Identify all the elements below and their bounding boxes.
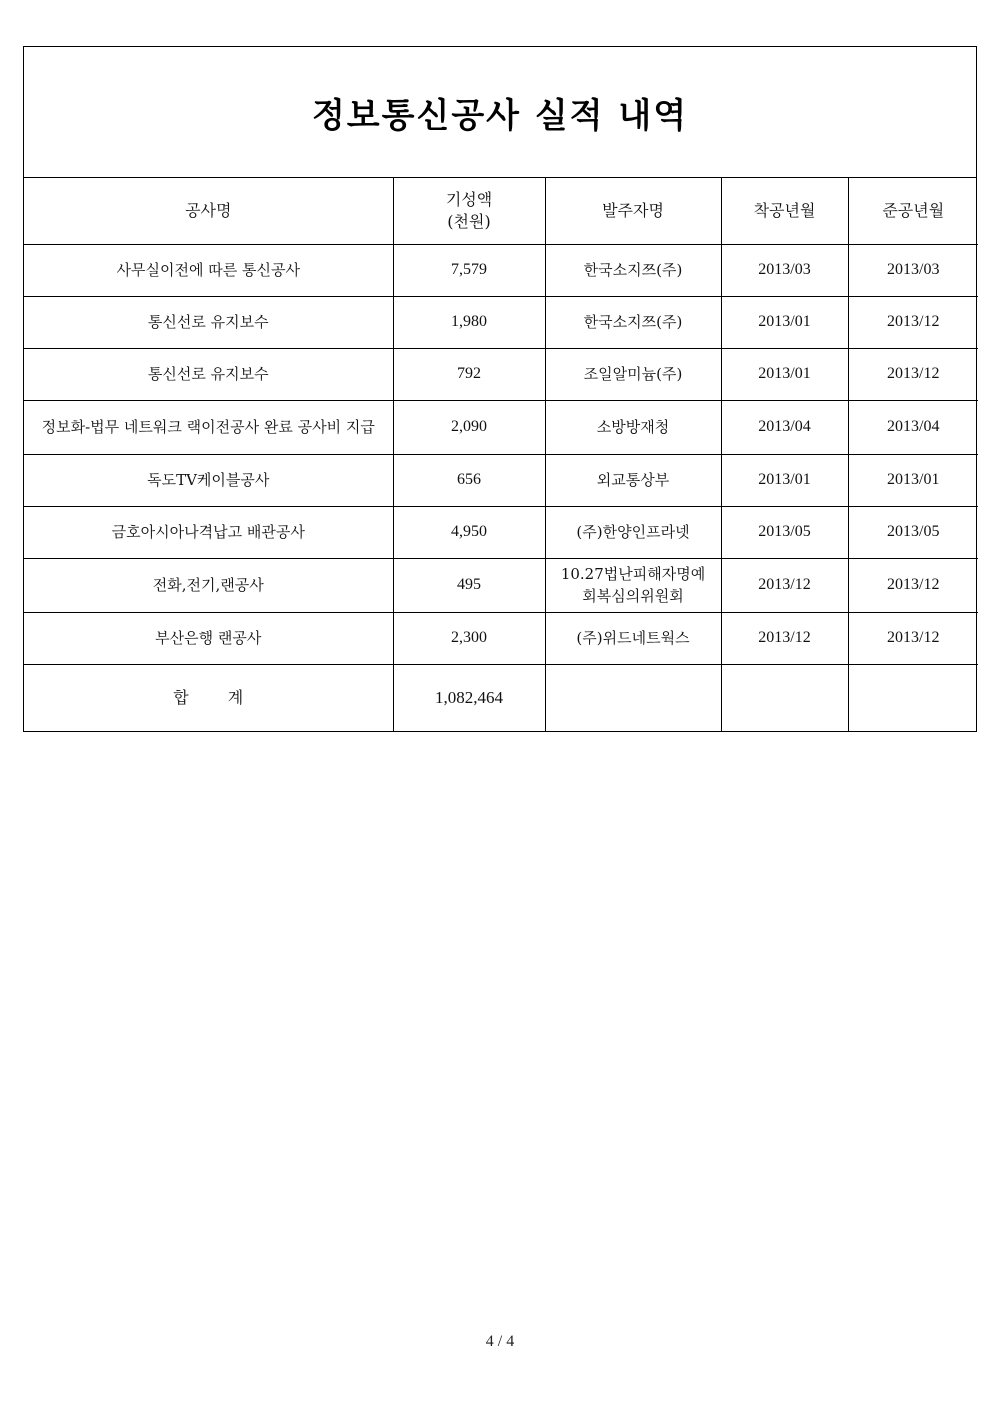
page-title: 정보통신공사 실적 내역: [311, 95, 689, 136]
total-amount: 1,082,464: [393, 664, 545, 731]
empty-cell: [545, 664, 721, 731]
project-name-cell: 부산은행 랜공사: [24, 612, 393, 664]
client-cell: 외교통상부: [545, 454, 721, 506]
start-date-cell: 2013/05: [721, 506, 848, 558]
amount-cell: 7,579: [393, 244, 545, 296]
amount-cell: 495: [393, 558, 545, 612]
total-label: 합 계: [24, 664, 393, 731]
table-row: [24, 558, 978, 612]
amount-cell: 792: [393, 348, 545, 400]
table-row: [24, 612, 978, 664]
end-date-cell: 2013/05: [848, 506, 978, 558]
header-amount-line2: (천원): [447, 211, 491, 231]
client-cell: (주)위드네트웍스: [545, 612, 721, 664]
end-date-cell: 2013/12: [848, 296, 978, 348]
start-date-cell: 2013/01: [721, 348, 848, 400]
end-date-cell: 2013/03: [848, 244, 978, 296]
table-row: [24, 296, 978, 348]
table-row: [24, 506, 978, 558]
page-number: 4 / 4: [485, 1333, 515, 1350]
end-date-cell: 2013/12: [848, 348, 978, 400]
client-cell: (주)한양인프라넷: [545, 506, 721, 558]
header-end-date: 준공년월: [848, 178, 978, 244]
start-date-cell: 2013/12: [721, 558, 848, 612]
title-box: [24, 47, 976, 178]
table-row: [24, 244, 978, 296]
amount-cell: 2,090: [393, 400, 545, 454]
client-cell: 한국소지쯔(주): [545, 296, 721, 348]
performance-sheet: [23, 46, 977, 732]
project-name-cell: 사무실이전에 따른 통신공사: [24, 244, 393, 296]
header-amount-line1: 기성액: [445, 189, 493, 209]
start-date-cell: 2013/12: [721, 612, 848, 664]
header-client: 발주자명: [545, 178, 721, 244]
performance-table: [24, 178, 978, 731]
project-name-cell: 전화,전기,랜공사: [24, 558, 393, 612]
client-cell: [545, 558, 721, 612]
start-date-cell: 2013/01: [721, 296, 848, 348]
table-row: [24, 454, 978, 506]
project-name-cell: 정보화-법무 네트워크 랙이전공사 완료 공사비 지급: [24, 400, 393, 454]
header-amount: [393, 178, 545, 244]
empty-cell: [848, 664, 978, 731]
table-row: [24, 400, 978, 454]
client-cell: 소방방재청: [545, 400, 721, 454]
end-date-cell: 2013/12: [848, 612, 978, 664]
start-date-cell: 2013/03: [721, 244, 848, 296]
empty-cell: [721, 664, 848, 731]
client-line1: 10.27법난피해자명예: [560, 565, 706, 583]
amount-cell: 2,300: [393, 612, 545, 664]
project-name-cell: 금호아시아나격납고 배관공사: [24, 506, 393, 558]
amount-cell: 4,950: [393, 506, 545, 558]
table-row: [24, 348, 978, 400]
client-cell: 조일알미늄(주): [545, 348, 721, 400]
project-name-cell: 독도TV케이블공사: [24, 454, 393, 506]
project-name-cell: 통신선로 유지보수: [24, 296, 393, 348]
start-date-cell: 2013/04: [721, 400, 848, 454]
amount-cell: 1,980: [393, 296, 545, 348]
client-cell: 한국소지쯔(주): [545, 244, 721, 296]
end-date-cell: 2013/12: [848, 558, 978, 612]
end-date-cell: 2013/04: [848, 400, 978, 454]
total-row: [24, 664, 978, 731]
end-date-cell: 2013/01: [848, 454, 978, 506]
table-header-row: [24, 178, 978, 244]
client-line2: 회복심의위원회: [582, 587, 684, 605]
project-name-cell: 통신선로 유지보수: [24, 348, 393, 400]
header-start-date: 착공년월: [721, 178, 848, 244]
header-project-name: 공사명: [24, 178, 393, 244]
amount-cell: 656: [393, 454, 545, 506]
start-date-cell: 2013/01: [721, 454, 848, 506]
